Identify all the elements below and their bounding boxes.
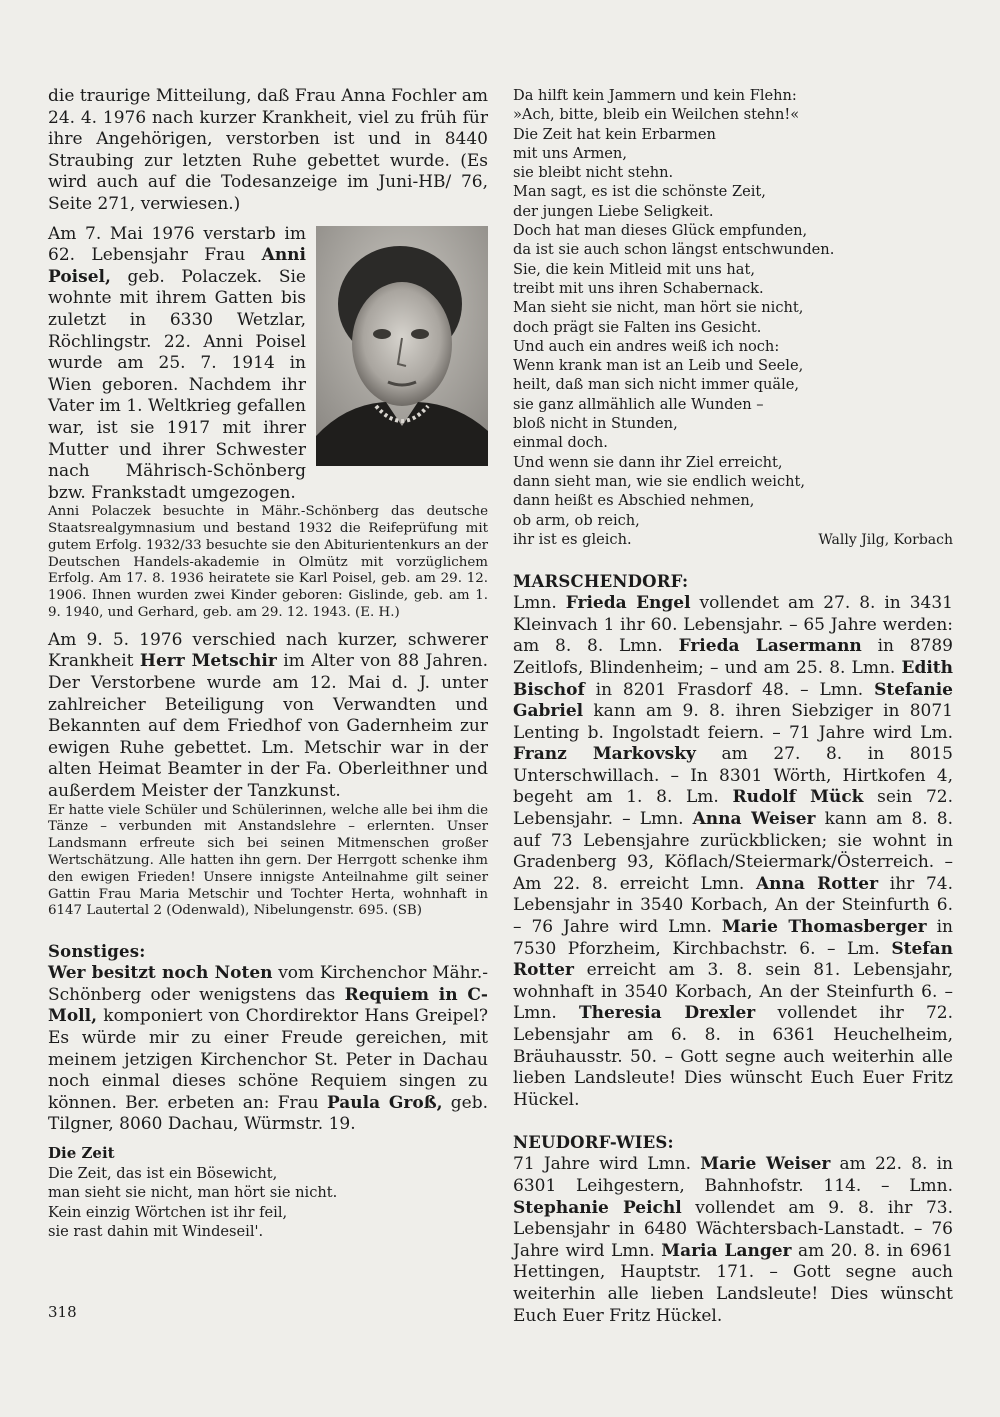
poem-line: Sie, die kein Mitleid mit uns hat,	[513, 260, 756, 278]
person-name: Marie Thomasberger	[721, 917, 927, 938]
section-heading: Sonstiges:	[48, 942, 146, 962]
metschir-notice: Am 9. 5. 1976 verschied nach kurzer, schwerer Krankheit Herr Metschir im Alter von 88 Jahren. Der Verstorbene wurde am 12. Mai d. J. unter zahlreicher Beteiligung von Verwandten und Bekannten auf dem Friedhof von Gadernheim zur ewigen Ruhe gebettet. Lm. Metschir war in der alten Heimat Beamter in der Fa. Oberleithner und außerdem Meister der Tanzkunst. Er hatte viele Schüler und Schülerinnen, welche alle bei ihm die Tänze – verbunden mit Anstandslehre – erlernten. Unser Landsmann erfreute sich bei seinen Mitmenschen großer Wertschätzung. Alle hatten ihn gern. Der Herrgott schenke ihm den ewigen Frieden! Unsere innigste Anteilnahme gilt seiner Gattin Frau Maria Metschir und Tochter Herta, wohnhaft in 6147 Lautertal 2 (Odenwald), Nibelungenstr. 695. (SB)	[48, 629, 488, 919]
marschendorf-section	[513, 572, 953, 1111]
poem-line: Man sagt, es ist die schönste Zeit,	[513, 183, 766, 201]
right-column	[513, 86, 953, 1327]
portrait-photo	[316, 226, 488, 466]
poem-line: heilt, daß man sich nicht immer quäle,	[513, 376, 800, 394]
poem-line: der jungen Liebe Seligkeit.	[513, 202, 714, 220]
poem-line: Man sieht sie nicht, man hört sie nicht,	[513, 299, 804, 317]
poem-line: Und wenn sie dann ihr Ziel erreicht,	[513, 453, 783, 471]
poem-line: Da hilft kein Jammern und kein Flehn:	[513, 87, 797, 104]
sonstiges-section: Sonstiges: Wer besitzt noch Noten vom Kirchenchor Mähr.-Schönberg oder wenigstens das Requiem in C-Moll, komponiert von Chordirektor Hans Greipel? Es würde mir zu einer Freude gereichen, mit meinem jetzigen Kirchenchor St. Peter in Dachau noch einmal dieses schöne Requiem singen zu können. Ber. erbeten an: Frau Paula Groß, geb. Tilgner, 8060 Dachau, Würmstr. 19.	[48, 942, 488, 1135]
poem-line: sie bleibt nicht stehn.	[513, 164, 674, 182]
person-name: Marie Weiser	[700, 1154, 831, 1175]
page-number: 318	[48, 1303, 77, 1321]
signature: Wally Jilg, Korbach	[818, 531, 953, 548]
section-heading: MARSCHENDORF:	[513, 572, 689, 592]
neudorf-body: 71 Jahre wird Lmn. Marie Weiser am 22. 8. in 6301 Leihgestern, Bahnhofstr. 114. – Lmn. Stephanie Peichl vollendet am 9. 8. ihr 73. Lebensjahr in 6480 Wächtersbach-Lanstadt. – 76 Jahre wird Lmn. Maria Langer am 20. 8. in 6961 Hettingen, Hauptstr. 171. – Gott segne auch weiterhin alle lieben Landsleute! Dies wünscht Euch Euer Fritz Hückel.	[513, 1154, 954, 1326]
poisel-details: Anni Polaczek besuchte in Mähr.-Schönberg das deutsche Staatsrealgymnasium und bestand 1932 die Reifeprüfung mit gutem Erfolg. 1932/33 besuchte sie den Abiturientenkurs an der Deutschen Handels-akademie in Olmütz mit vorzüglichem Erfolg. Am 17. 8. 1936 heiratete sie Karl Poisel, geb. am 29. 12. 1906. Ihnen wurden zwei Kinder geboren: Gislinde, geb. am 1. 9. 1940, und Gerhard, geb. am 29. 12. 1943. (E. H.)	[48, 504, 489, 621]
person-name: Rudolf Mück	[732, 787, 864, 808]
poem-line: einmal doch.	[513, 434, 608, 452]
person-name: Stefanie Gabriel	[513, 679, 953, 722]
poem-line: sie ganz allmählich alle Wunden –	[513, 395, 764, 413]
portrait-image	[316, 226, 488, 466]
poem-line: dann sieht man, wie sie endlich weicht,	[513, 472, 806, 490]
poem-line: ob arm, ob reich,	[513, 511, 640, 529]
person-name: Theresia Drexler	[579, 1003, 756, 1024]
person-name: Stefan Rotter	[513, 938, 953, 981]
person-name: Anna Weiser	[692, 809, 816, 830]
neudorf-section	[513, 1133, 953, 1327]
person-name: Herr Metschir	[139, 651, 277, 672]
person-name: Anni Poisel,	[48, 245, 306, 287]
person-name: Edith Bischof	[513, 657, 953, 700]
poem-line: man sieht sie nicht, man hört sie nicht.	[48, 1184, 338, 1202]
person-name: Franz Markovsky	[513, 744, 696, 765]
poem-continuation	[513, 86, 953, 530]
section-heading: NEUDORF-WIES:	[513, 1133, 674, 1153]
poem-die-zeit	[48, 1144, 488, 1241]
poem-line: Wenn krank man ist an Leib und Seele,	[513, 357, 804, 375]
poem-line: mit uns Armen,	[513, 144, 627, 162]
marschendorf-body: Lmn. Frieda Engel vollendet am 27. 8. in 3431 Kleinvach 1 ihr 60. Lebensjahr. – 65 Jahre werden: am 8. 8. Lmn. Frieda Lasermann in 8789 Zeitlofs, Blindenheim; – und am 25. 8. Lmn. Edith Bischof in 8201 Frasdorf 48. – Lmn. Stefanie Gabriel kann am 9. 8. ihren Siebziger in 8071 Lenting b. Ingolstadt feiern. – 71 Jahre wird Lm. Franz Markovsky am 27. 8. in 8015 Unterschwillach. – In 8301 Wörth, Hirtkofen 4, begeht am 1. 8. Lm. Rudolf Mück sein 72. Lebensjahr. – Lmn. Anna Weiser kann am 8. 8. auf 73 Lebensjahre zurückblicken; sie wohnt in Gradenberg 93, Köflach/Steiermark/Österreich. – Am 22. 8. erreicht Lmn. Anna Rotter ihr 74. Lebensjahr in 3540 Korbach, An der Steinfurth 6. – 76 Jahre wird Lmn. Marie Thomasberger in 7530 Pforzheim, Kirchbachstr. 6. – Lm. Stefan Rotter erreicht am 3. 8. sein 81. Lebensjahr, wohnhaft in 3540 Korbach, An der Steinfurth 6. – Lmn. Theresia Drexler vollendet ihr 72. Lebensjahr am 6. 8. in 6361 Heuchelheim, Bräuhausstr. 50. – Gott segne auch weiterhin alle lieben Landsleute! Dies wünscht Euch Euer Fritz Hückel.	[513, 593, 953, 1110]
poem-line: doch prägt sie Falten ins Gesicht.	[513, 318, 762, 336]
poem-line: da ist sie auch schon längst entschwunden.	[513, 241, 835, 259]
person-name: Frieda Lasermann	[678, 636, 862, 657]
poem-title: Die Zeit	[48, 1143, 115, 1162]
poem-line: treibt mit uns ihren Schabernack.	[513, 279, 764, 297]
poem-line: sie rast dahin mit Windeseil'.	[48, 1222, 264, 1240]
person-name: Stephanie Peichl	[513, 1197, 682, 1218]
metschir-details: Er hatte viele Schüler und Schülerinnen, welche alle bei ihm die Tänze – verbunden mit Anstandslehre – erlernten. Unser Landsmann erfreute sich bei seinen Mitmenschen großer Wertschätzung. Alle hatten ihn gern. Der Herrgott schenke ihm den ewigen Frieden! Unsere innigste Anteilnahme gilt seiner Gattin Frau Maria Metschir und Tochter Herta, wohnhaft in 6147 Lautertal 2 (Odenwald), Nibelungenstr. 695. (SB)	[48, 802, 488, 919]
person-name: Frieda Engel	[565, 593, 691, 614]
person-name: Maria Langer	[661, 1240, 792, 1261]
poem-line: Doch hat man dieses Glück empfunden,	[513, 222, 808, 240]
poem-line: ihr ist es gleich.	[513, 530, 632, 548]
poisel-notice: Am 7. Mai 1976 verstarb im 62. Lebensjahr Frau Anni Poisel, geb. Polaczek. Sie wohnte mit ihrem Gatten bis zuletzt in 6330 Wetzlar, Röchlingstr. 22. Anni Poisel wurde am 25. 7. 1914 in Wien geboren. Nachdem ihr Vater im 1. Weltkrieg gefallen war, ist sie 1917 mit ihrer Mutter und ihrer Schwester nach Mährisch-Schönberg bzw. Frankstadt umgezogen. Anni Polaczek besuchte in Mähr.-Schönberg das deutsche Staatsrealgymnasium und bestand 1932 die Reifeprüfung mit gutem Erfolg. 1932/33 besuchte sie den Abiturientenkurs an der Deutschen Handels-akademie in Olmütz mit vorzüglichem Erfolg. Am 17. 8. 1936 heiratete sie Karl Poisel, geb. am 29. 12. 1906. Ihnen wurden zwei Kinder geboren: Gislinde, geb. am 1. 9. 1940, und Gerhard, geb. am 29. 12. 1943. (E. H.)	[48, 223, 489, 621]
poem-line: bloß nicht in Stunden,	[513, 415, 678, 433]
fochler-notice: die traurige Mitteilung, daß Frau Anna Fochler am 24. 4. 1976 nach kurzer Krankheit, viel zu früh für ihre Angehörigen, verstorben ist und in 8440 Straubing zur letzten Ruhe gebettet wurde. (Es wird auch auf die Todesanzeige im Juni-HB/ 76, Seite 271, verwiesen.)	[48, 86, 488, 214]
left-column	[48, 86, 488, 1241]
poem-line: Und auch ein andres weiß ich noch:	[513, 337, 780, 355]
poem-line: Die Zeit, das ist ein Bösewicht,	[48, 1164, 278, 1182]
poem-line: Die Zeit hat kein Erbarmen	[513, 125, 716, 143]
poem-line: Kein einzig Wörtchen ist ihr feil,	[48, 1203, 288, 1221]
poem-line: »Ach, bitte, bleib ein Weilchen stehn!«	[513, 106, 800, 124]
person-name: Anna Rotter	[755, 873, 879, 894]
poem-line: dann heißt es Abschied nehmen,	[513, 492, 755, 510]
